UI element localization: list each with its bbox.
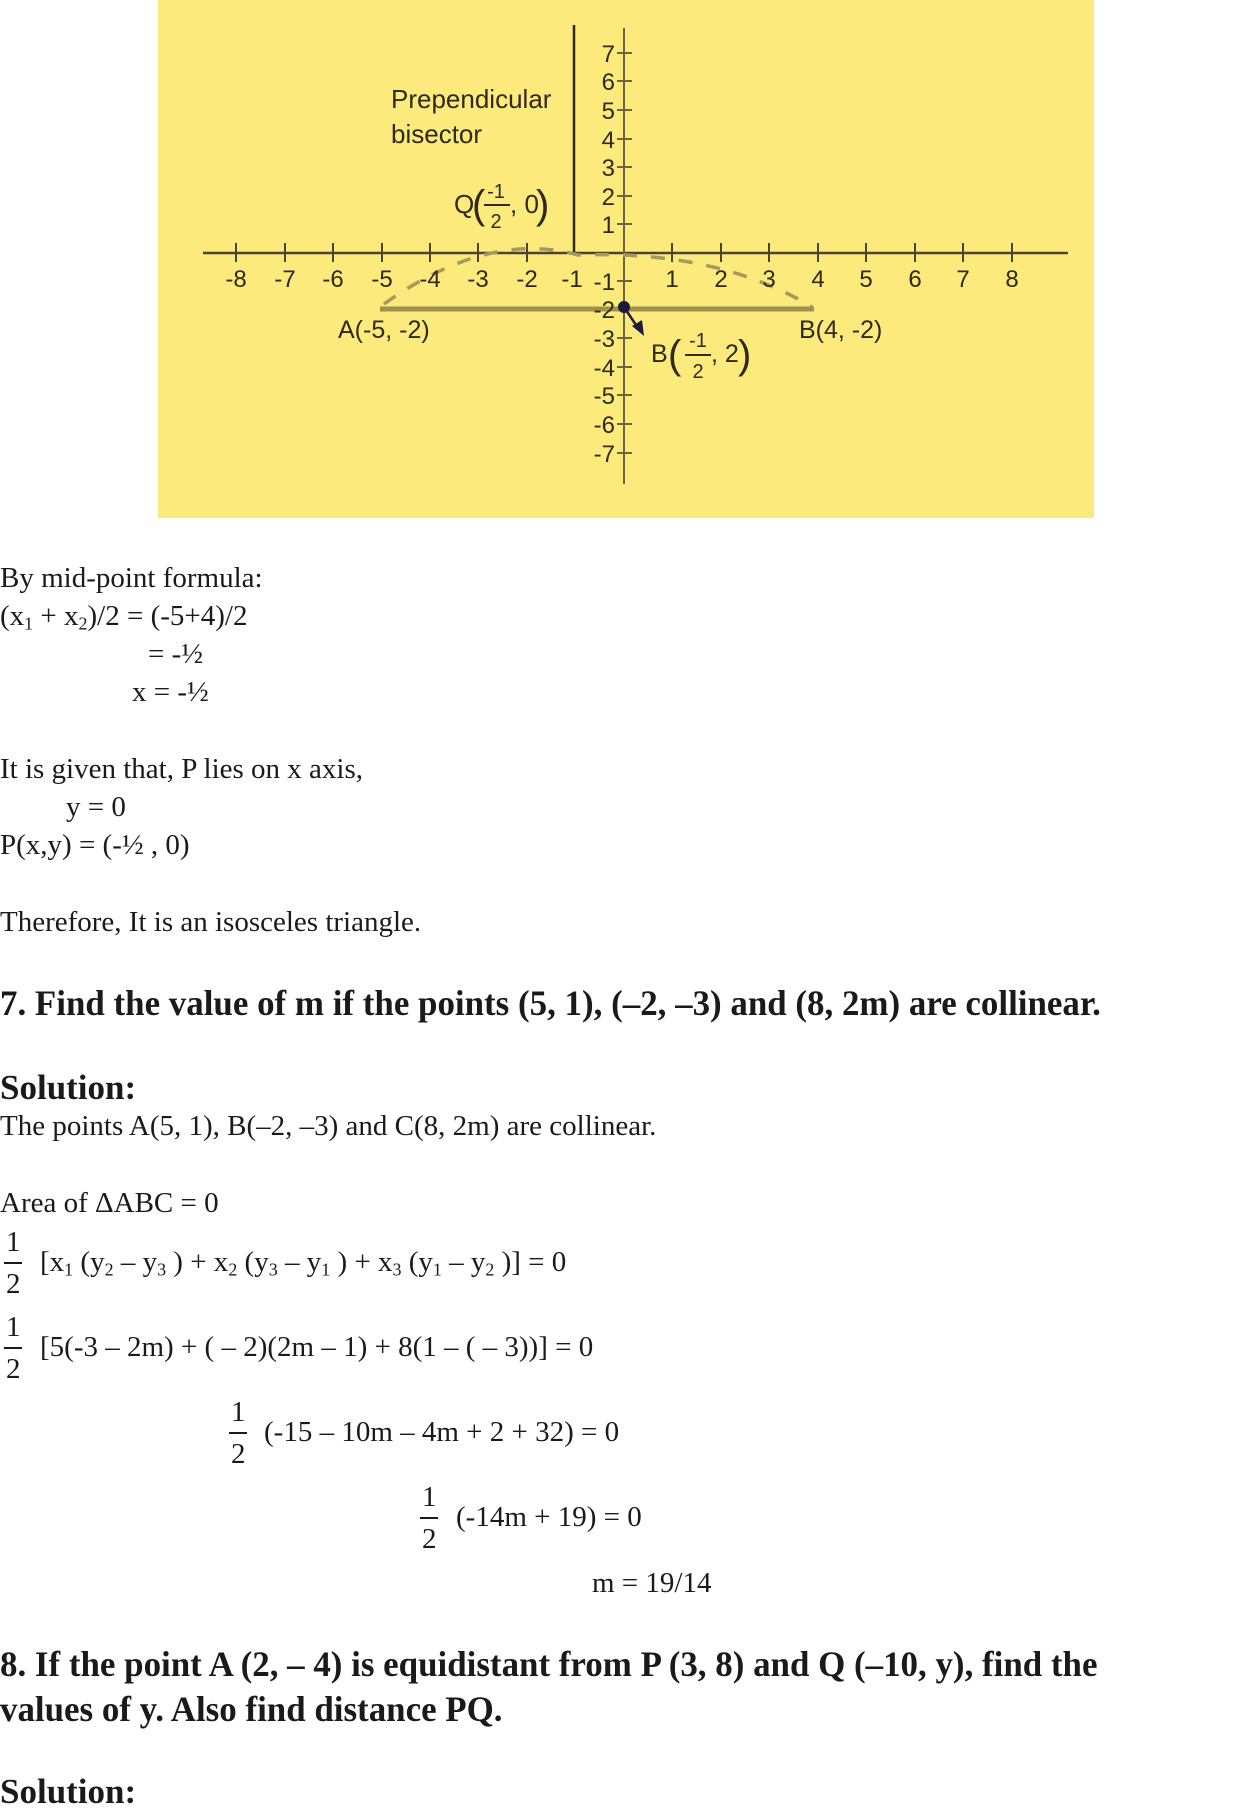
q-point-label [454, 181, 549, 233]
svg-text:(: ( [472, 183, 486, 227]
half-fraction: 1 2 [6, 1226, 21, 1300]
svg-text:-1: -1 [487, 181, 505, 203]
svg-text:7: 7 [956, 266, 970, 293]
svg-text:): ) [536, 183, 550, 227]
svg-text:5: 5 [859, 266, 873, 293]
bisector-label [391, 84, 552, 149]
svg-text:2: 2 [601, 184, 615, 211]
area-equation: Area of ΔABC = 0 [0, 1187, 219, 1219]
svg-text:6: 6 [908, 266, 922, 293]
svg-text:-4: -4 [593, 355, 615, 382]
half-fraction: 1 2 [231, 1396, 246, 1470]
area-formula: [$x_1$ ($y_2 - y_3$ ) + $x_2$ ($y_3 - y_1$ ) + $x_3$ ($y_1 - y_2$ )] = 0 [40, 1246, 567, 1280]
question-7-intro: The points A(5, 1), B(–2, –3) and C(8, 2m) are collinear. [0, 1110, 657, 1142]
midpoint-equation-line1: $(x_1 + x_2)/2 = (-5+4)/2$ [0, 600, 248, 634]
svg-text:-3: -3 [467, 266, 489, 293]
coordinate-graph-figure [158, 0, 1094, 518]
midpoint-label [651, 330, 751, 383]
svg-text:-1: -1 [689, 330, 707, 352]
half-fraction: 1 2 [422, 1481, 437, 1555]
point-b-label: B(4, -2) [799, 316, 883, 344]
svg-text:-2: -2 [593, 297, 615, 324]
question-7-heading: 7. Find the value of m if the points (5, 1), (–2, –3) and (8, 2m) are collinear. [0, 983, 1101, 1023]
coordinate-plane [158, 0, 1094, 518]
svg-text:): ) [738, 333, 752, 377]
point-a-label: A(-5, -2) [338, 316, 430, 344]
svg-text:-1: -1 [561, 266, 583, 293]
svg-text:3: 3 [762, 266, 776, 293]
given-statement: It is given that, P lies on x axis, [0, 753, 364, 785]
midpoint-heading: By mid-point formula: [0, 562, 263, 594]
svg-text:, 0: , 0 [510, 189, 539, 219]
svg-text:-8: -8 [225, 266, 247, 293]
svg-text:(: ( [668, 333, 682, 377]
svg-text:1: 1 [665, 266, 679, 293]
question-8-heading-line1: 8. If the point A (2, – 4) is equidistant from P (3, 8) and Q (–10, y), find the [0, 1644, 1098, 1684]
svg-text:-2: -2 [516, 266, 538, 293]
y-zero-equation: y = 0 [66, 791, 126, 823]
midpoint-equation-line3: x = -½ [132, 676, 209, 708]
svg-text:-5: -5 [593, 383, 615, 410]
svg-text:Q: Q [454, 189, 475, 219]
svg-text:2: 2 [714, 266, 728, 293]
svg-text:2: 2 [490, 211, 502, 233]
svg-text:4: 4 [601, 127, 615, 154]
question-8-solution-label: Solution: [0, 1772, 137, 1811]
midpoint-equation-line2: = -½ [148, 638, 204, 670]
svg-text:, 2: , 2 [711, 340, 739, 368]
p-point-equation: P(x,y) = (-½ , 0) [0, 829, 190, 861]
simplified-step-3: (-15 – 10m – 4m + 2 + 32) = 0 [264, 1416, 620, 1448]
svg-text:1: 1 [601, 212, 615, 239]
svg-text:2: 2 [692, 361, 704, 383]
question-7-solution-label: Solution: [0, 1068, 137, 1107]
substituted-formula: [5(-3 – 2m) + ( – 2)(2m – 1) + 8(1 – ( – 3))] = 0 [40, 1331, 594, 1363]
conclusion-text: Therefore, It is an isosceles triangle. [0, 906, 422, 938]
svg-text:-6: -6 [593, 412, 615, 439]
svg-text:8: 8 [1005, 266, 1019, 293]
half-fraction: 1 2 [6, 1311, 21, 1385]
svg-text:-7: -7 [274, 266, 296, 293]
simplified-step-4: (-14m + 19) = 0 [456, 1501, 642, 1533]
svg-text:6: 6 [601, 69, 615, 96]
svg-text:3: 3 [601, 155, 615, 182]
answer-m: m = 19/14 [592, 1567, 712, 1599]
svg-text:-7: -7 [593, 441, 615, 468]
svg-text:-1: -1 [593, 269, 615, 296]
svg-text:5: 5 [601, 98, 615, 125]
svg-text:Prependicular: Prependicular [391, 84, 552, 114]
svg-text:-5: -5 [371, 266, 393, 293]
x-axis-tick-labels [225, 266, 1018, 293]
question-8-heading-line2: values of y. Also find distance PQ. [0, 1689, 503, 1729]
svg-text:-4: -4 [419, 266, 441, 293]
svg-text:-3: -3 [593, 326, 615, 353]
svg-text:B: B [651, 340, 668, 368]
svg-text:-6: -6 [322, 266, 344, 293]
svg-text:7: 7 [601, 41, 615, 68]
svg-text:4: 4 [811, 266, 825, 293]
svg-text:bisector: bisector [391, 119, 483, 149]
